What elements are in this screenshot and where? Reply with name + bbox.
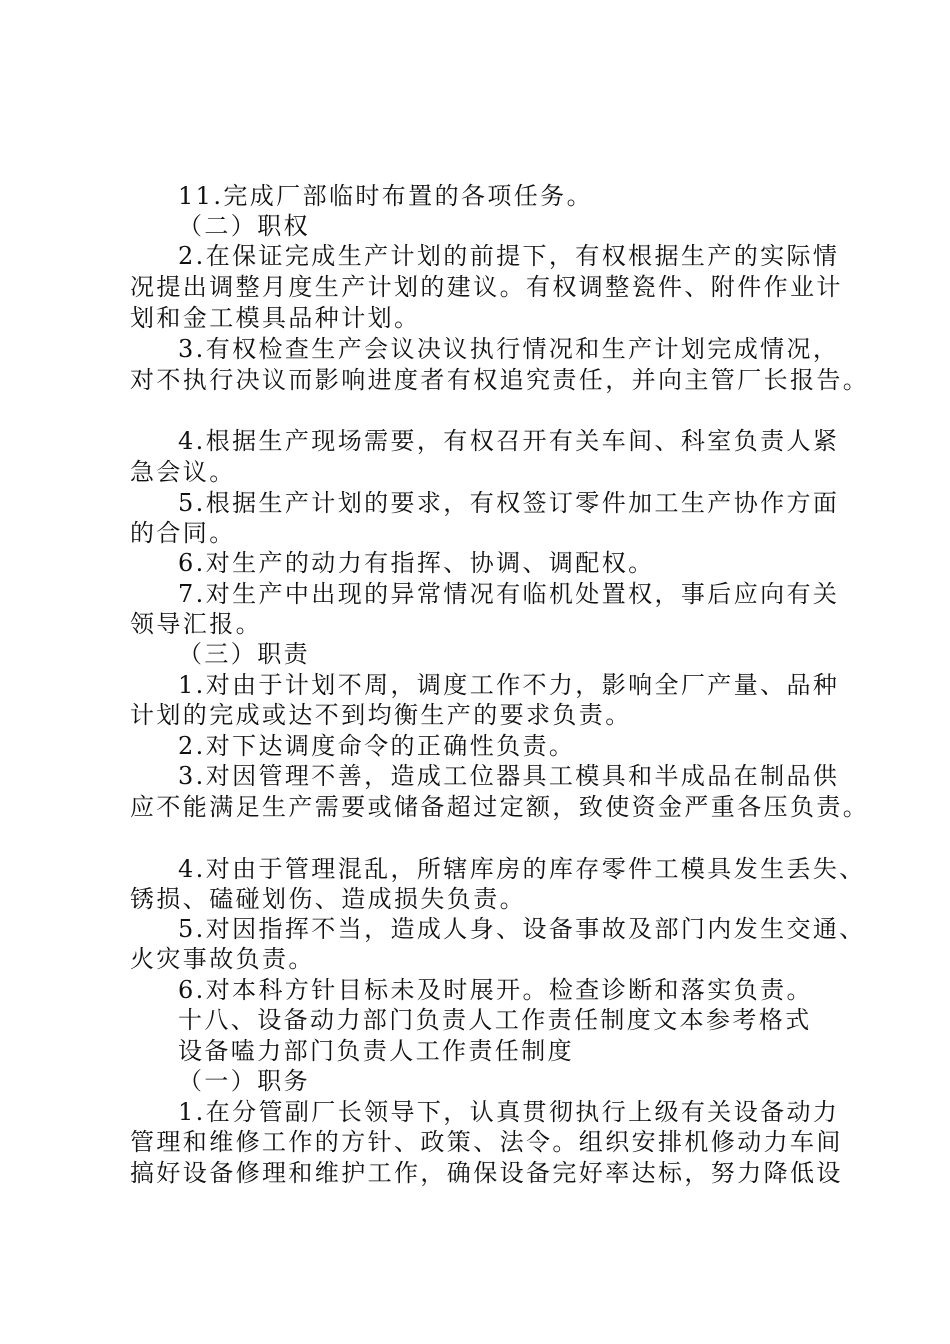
text-line: 计划的完成或达不到均衡生产的要求负责。 — [130, 701, 632, 729]
section-heading: （三）职责 — [178, 640, 310, 668]
text-line: 4.对由于管理混乱，所辖库房的库存零件工模具发生丢失、 — [178, 855, 866, 883]
text-line: 况提出调整月度生产计划的建议。有权调整瓷件、附件作业计 — [130, 273, 843, 301]
text-line: 5.根据生产计划的要求，有权签订零件加工生产协作方面 — [178, 489, 840, 517]
text-line: 急会议。 — [130, 458, 236, 486]
text-line: 3.对因管理不善，造成工位器具工模具和半成品在制品供 — [178, 762, 840, 790]
text-line: 2.对下达调度命令的正确性负责。 — [178, 732, 576, 760]
section-heading: （一）职务 — [178, 1067, 310, 1095]
document-title: 设备嗑力部门负责人工作责任制度 — [178, 1037, 574, 1065]
text-line: 锈损、磕碰划伤、造成损失负责。 — [130, 885, 526, 913]
section-title: 十八、设备动力部门负责人工作责任制度文本参考格式 — [178, 1006, 812, 1034]
text-line: 6.对生产的动力有指挥、协调、调配权。 — [178, 549, 655, 577]
text-line: 的合同。 — [130, 519, 236, 547]
text-line: 搞好设备修理和维护工作，确保设备完好率达标，努力降低设 — [130, 1159, 843, 1187]
text-line: 1.对由于计划不周，调度工作不力，影响全厂产量、品种 — [178, 671, 840, 699]
text-line: 应不能满足生产需要或储备超过定额，致使资金严重各压负责。 — [130, 793, 870, 821]
text-line: 4.根据生产现场需要，有权召开有关车间、科室负责人紧 — [178, 427, 840, 455]
text-line: 2.在保证完成生产计划的前提下，有权根据生产的实际情 — [178, 242, 840, 270]
text-line: 划和金工模具品种计划。 — [130, 304, 421, 332]
text-line: 管理和维修工作的方针、政策、法令。组织安排机修动力车间 — [130, 1128, 843, 1156]
section-heading: （二）职权 — [178, 212, 310, 240]
text-line: 领导汇报。 — [130, 610, 262, 638]
text-line: 1.在分管副厂长领导下，认真贯彻执行上级有关设备动力 — [178, 1098, 840, 1126]
text-line: 火灾事故负责。 — [130, 945, 315, 973]
text-line: 3.有权检查生产会议决议执行情况和生产计划完成情况， — [178, 335, 840, 363]
text-line: 6.对本科方针目标未及时展开。检查诊断和落实负责。 — [178, 976, 813, 1004]
text-line: 对不执行决议而影响进度者有权追究责任，并向主管厂长报告。 — [130, 366, 870, 394]
text-line: 5.对因指挥不当，造成人身、设备事故及部门内发生交通、 — [178, 915, 866, 943]
text-line: 7.对生产中出现的异常情况有临机处置权，事后应向有关 — [178, 580, 840, 608]
text-line: 11.完成厂部临时布置的各项任务。 — [178, 182, 593, 210]
